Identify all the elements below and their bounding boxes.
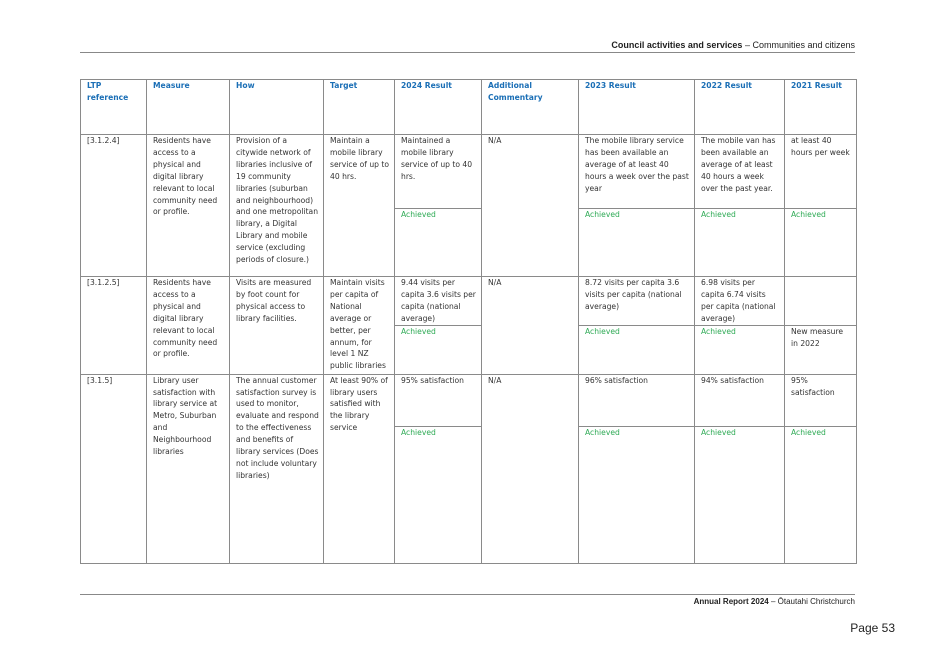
column-header: 2023 Result [579, 80, 695, 135]
performance-measures-table [80, 79, 857, 564]
column-header: How [230, 80, 324, 135]
result-2024-cell: Maintained a mobile library service of up to 40 hrs. [395, 135, 482, 209]
result-2023-cell: 96% satisfaction [579, 374, 695, 426]
commentary-cell: N/A [482, 135, 579, 277]
column-header: LTP reference [81, 80, 147, 135]
ltp-reference-cell: [3.1.2.4] [81, 135, 147, 277]
measure-cell: Library user satisfaction with library service at Metro, Suburban and Neighbourhood libraries [147, 374, 230, 563]
column-header: 2021 Result [785, 80, 857, 135]
result-2022-cell: The mobile van has been available an average of at least 40 hours a week over the past year. [695, 135, 785, 209]
status-2021-cell: Achieved [785, 426, 857, 563]
table-row [81, 135, 857, 209]
page-header [611, 40, 855, 50]
table-row [81, 277, 857, 326]
status-2022-cell: Achieved [695, 325, 785, 374]
how-cell: The annual customer satisfaction survey is used to monitor, evaluate and respond to the effectiveness and benefits of library services (Does not include voluntary libraries) [230, 374, 324, 563]
header-section-subtitle: – Communities and citizens [742, 40, 855, 50]
ltp-reference-cell: [3.1.5] [81, 374, 147, 563]
how-cell: Provision of a citywide network of libraries inclusive of 19 community libraries (suburban and neighbourhood) and one metropolitan library, a Digital Library and mobile service (excluding periods of closure.) [230, 135, 324, 277]
column-header: Measure [147, 80, 230, 135]
status-2021-cell: Achieved [785, 209, 857, 277]
status-2023-cell: Achieved [579, 426, 695, 563]
commentary-cell: N/A [482, 277, 579, 375]
result-2024-cell: 9.44 visits per capita 3.6 visits per capita (national average) [395, 277, 482, 326]
result-2023-cell: 8.72 visits per capita 3.6 visits per capita (national average) [579, 277, 695, 326]
result-2021-cell: 95% satisfaction [785, 374, 857, 426]
status-2021-cell: New measure in 2022 [785, 325, 857, 374]
header-divider [80, 52, 855, 53]
result-2024-cell: 95% satisfaction [395, 374, 482, 426]
status-2024-cell: Achieved [395, 426, 482, 563]
result-2021-cell: at least 40 hours per week [785, 135, 857, 209]
commentary-cell: N/A [482, 374, 579, 563]
status-2023-cell: Achieved [579, 325, 695, 374]
footer-report-subtitle: – Ōtautahi Christchurch [768, 597, 855, 606]
status-2022-cell: Achieved [695, 209, 785, 277]
column-header: Additional Commentary [482, 80, 579, 135]
table-header-row [81, 80, 857, 135]
ltp-reference-cell: [3.1.2.5] [81, 277, 147, 375]
result-2023-cell: The mobile library service has been available an average of at least 40 hours a week over the past year [579, 135, 695, 209]
result-2022-cell: 94% satisfaction [695, 374, 785, 426]
page-footer [694, 597, 855, 606]
footer-divider [80, 594, 855, 595]
table-row [81, 374, 857, 426]
footer-report-title: Annual Report 2024 [693, 597, 769, 606]
measure-cell: Residents have access to a physical and digital library relevant to local community need or profile. [147, 277, 230, 375]
status-2022-cell: Achieved [695, 426, 785, 563]
result-2022-cell: 6.98 visits per capita 6.74 visits per capita (national average) [695, 277, 785, 326]
target-cell: At least 90% of library users satisfied with the library service [324, 374, 395, 563]
column-header: 2022 Result [695, 80, 785, 135]
how-cell: Visits are measured by foot count for physical access to library facilities. [230, 277, 324, 375]
column-header: Target [324, 80, 395, 135]
measure-cell: Residents have access to a physical and digital library relevant to local community need or profile. [147, 135, 230, 277]
status-2024-cell: Achieved [395, 209, 482, 277]
column-header: 2024 Result [395, 80, 482, 135]
status-2024-cell: Achieved [395, 325, 482, 374]
status-2023-cell: Achieved [579, 209, 695, 277]
target-cell: Maintain visits per capita of National average or better, per annum, for level 1 NZ public libraries [324, 277, 395, 375]
result-2021-cell [785, 277, 857, 326]
header-section-title: Council activities and services [611, 40, 743, 50]
target-cell: Maintain a mobile library service of up to 40 hrs. [324, 135, 395, 277]
page-number: Page 53 [850, 621, 895, 635]
